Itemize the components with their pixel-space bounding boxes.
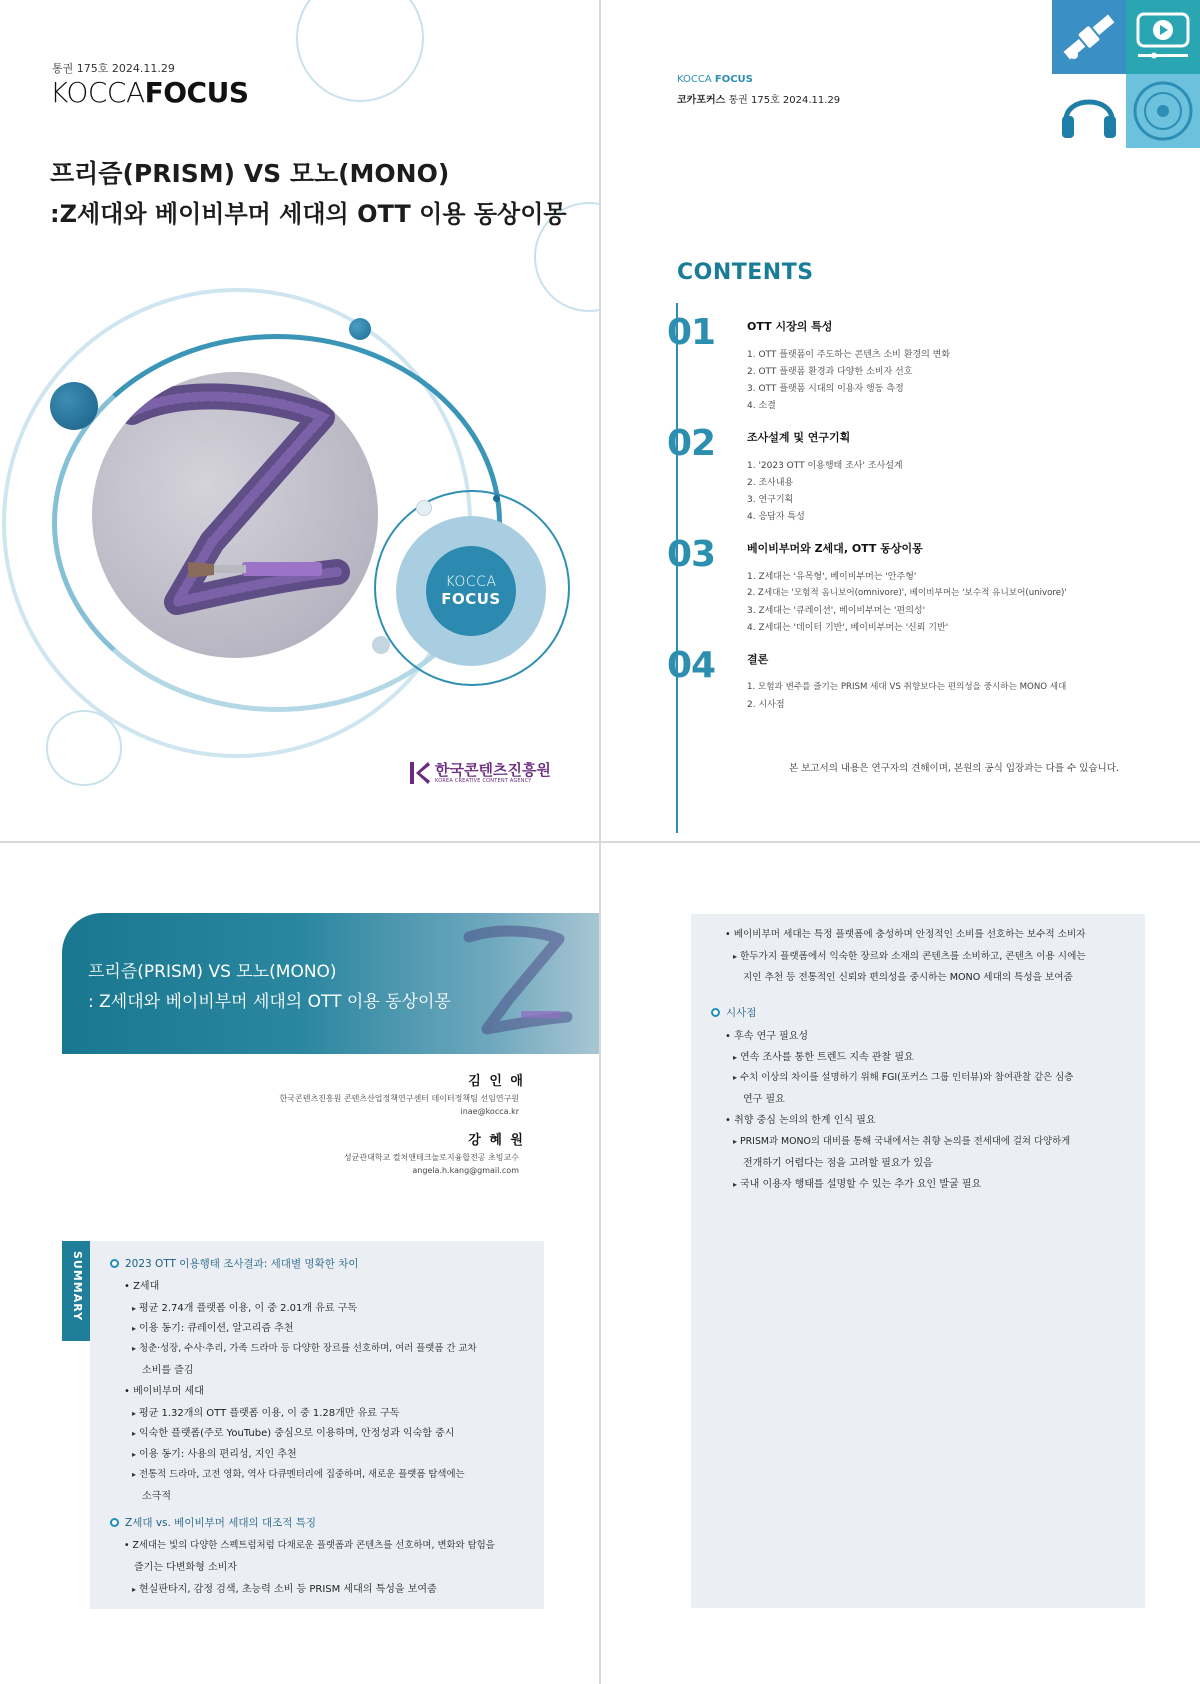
bullet-item: ▸ 전통적 드라마, 고전 영화, 역사 다큐멘터리에 집중하며, 새로운 플랫폼 탐색에는 [132,1466,465,1480]
bullet-item: ▸ 수치 이상의 차이를 설명하기 위해 FGI(포커스 그룹 인터뷰)와 참여관찰 같은 심층 [733,1069,1073,1083]
issue-info: 통권 175호 2024.11.29 [52,62,175,75]
bullet-z-gen: • Z세대 [124,1281,160,1292]
ring-bullet-icon [110,1259,119,1268]
org-name: 한국콘텐츠진흥원 [435,760,551,779]
kocca-focus-badge: KOCCA FOCUS [441,574,501,608]
section-number: 04 [667,645,716,686]
section-item: 1. 모험과 변주를 즐기는 PRISM 세대 VS 취향보다는 편의성을 중시하는 MONO 세대 [747,682,1067,692]
z-banner-illustration [449,919,579,1049]
bullet-prism-cont: 즐기는 다변화형 소비자 [134,1562,237,1573]
bullet-item: ▸ 연속 조사를 통한 트렌드 지속 관찰 필요 [733,1048,914,1063]
deco-circle-bottom-left [46,710,122,786]
bullet-item: ▸ 국내 이용자 행태를 설명할 수 있는 추가 요인 발굴 필요 [733,1175,981,1190]
section-item: 2. 조사내용 [747,478,794,488]
contents-title: CONTENTS [677,260,814,285]
section-item: 4. Z세대는 '데이터 기반', 베이비부머는 '신뢰 기반' [747,623,949,633]
cover-title-line2: :Z세대와 베이비부머 세대의 OTT 이용 동상이몽 [50,200,567,228]
author1-email: inae@kocca.kr [460,1107,519,1116]
section-title: 베이비부머와 Z세대, OTT 동상이몽 [747,542,923,555]
banner-title-line2: : Z세대와 베이비부머 세대의 OTT 이용 동상이몽 [88,992,451,1012]
bullet-boomer: • 베이비부머 세대 [124,1386,204,1397]
summary-continued-page [601,843,1200,1684]
disclaimer-note: 본 보고서의 내용은 연구자의 견해이며, 본원의 공식 입장과는 다를 수 있습니다. [789,763,1119,774]
section-title: OTT 시장의 특성 [747,320,833,333]
bullet-item: ▸ 한두가지 플랫폼에서 익숙한 장르와 소재의 콘텐츠를 소비하고, 콘텐츠 이용 시에는 [733,948,1086,962]
disc-icon [1126,74,1200,148]
author1-affiliation: 한국콘텐츠진흥원 콘텐츠산업정책연구센터 데이터정책팀 선임연구원 [279,1094,519,1103]
section-item: 3. OTT 플랫폼 시대의 이용자 행동 측정 [747,384,904,394]
bullet-item: ▸ 청춘·성장, 수사·추리, 가족 드라마 등 다양한 장르를 선호하며, 여러 플랫폼 간 교차 [132,1340,477,1354]
author1-name: 김 인 애 [468,1074,525,1089]
headphones-icon [1052,74,1126,148]
deco-dot-left [50,382,98,430]
summary-heading-3: 시사점 [711,1005,756,1020]
section-title: 결론 [747,653,769,666]
org-name-eng: KOREA CREATIVE CONTENT AGENCY [435,777,532,784]
summary-heading-2: Z세대 vs. 베이비부머 세대의 대조적 특징 [110,1515,316,1530]
issue-subheader: 코카포커스 통권 175호 2024.11.29 [677,95,841,106]
ring-bullet-icon [711,1008,720,1017]
bullet-follow: • 후속 연구 필요성 [725,1031,809,1042]
section-item: 1. Z세대는 '유목형', 베이비부머는 '안주형' [747,572,917,582]
bullet-item-cont: 전개하기 어렵다는 점을 고려할 필요가 있음 [743,1158,933,1169]
bullet-prism: • Z세대는 빛의 다양한 스펙트럼처럼 다채로운 플랫폼과 콘텐츠를 선호하며, 변화와 탐험을 [124,1540,495,1551]
kocca-focus-header: KOCCA FOCUS [677,74,753,85]
title-banner [62,913,599,1054]
summary-box-continued [691,914,1145,1608]
z-glitter-illustration [92,372,378,658]
bullet-item: ▸ 현실판타지, 감정 검색, 초능력 소비 등 PRISM 세대의 특성을 보여줌 [132,1580,437,1595]
summary-heading-1: 2023 OTT 이용행태 조사결과: 세대별 명확한 차이 [110,1256,358,1271]
section-item: 3. 연구기획 [747,495,794,505]
section-item: 2. Z세대는 '모험적 옴니보어(omnivore)', 베이비부머는 '보수적 유니보어(univore)' [747,588,1067,598]
bullet-item-cont: 소비를 즐김 [142,1365,194,1376]
bullet-item: ▸ 이용 동기: 큐레이션, 알고리즘 추천 [132,1319,294,1334]
bullet-item: ▸ 평균 2.74개 플랫폼 이용, 이 중 2.01개 유료 구독 [132,1299,357,1314]
section-item: 4. 소결 [747,401,776,411]
bullet-item-cont: 지인 추천 등 전통적인 신뢰와 편의성을 중시하는 MONO 세대의 특성을 보여줌 [743,972,1073,983]
section-item: 3. Z세대는 '큐레이션', 베이비부머는 '편의성' [747,606,926,616]
section-number: 03 [667,534,716,575]
bullet-limit: • 취향 중심 논의의 한계 인식 필요 [725,1115,876,1126]
satellite-icon [1052,0,1126,74]
section-number: 01 [667,312,716,353]
ring-bullet-icon [110,1518,119,1527]
organization-logo [410,762,551,784]
deco-circle-top [296,0,424,102]
icon-grid [1052,0,1200,148]
author2-affiliation: 성균관대학교 컬처앤테크놀로지융합전공 초빙교수 [343,1153,519,1162]
video-play-icon [1126,0,1200,74]
section-number: 02 [667,423,716,464]
summary-tab-label: SUMMARY [71,1251,84,1322]
deco-dot-small [349,318,371,340]
section-title: 조사설계 및 연구기획 [747,431,851,444]
badge-dot-bottom [372,636,390,654]
bullet-item: ▸ 평균 1.32개의 OTT 플랫폼 이용, 이 중 1.28개만 유료 구독 [132,1404,399,1419]
bullet-item-cont: 연구 필요 [743,1094,785,1105]
summary-page [0,843,599,1684]
section-item: 1. '2023 OTT 이용행태 조사' 조사설계 [747,461,903,471]
section-item: 2. OTT 플랫폼 환경과 다양한 소비자 선호 [747,367,913,377]
bullet-item: ▸ 이용 동기: 사용의 편리성, 지인 추천 [132,1445,297,1460]
section-item: 2. 시사점 [747,700,785,710]
author2-email: angela.h.kang@gmail.com [412,1166,519,1175]
bullet-item: ▸ PRISM과 MONO의 대비를 통해 국내에서는 취향 논의를 전세대에 걸쳐 다양하게 [733,1133,1070,1147]
kocca-mark-icon [410,762,430,784]
cover-title-line1: 프리즘(PRISM) VS 모노(MONO) [50,159,450,188]
bullet-mono: • 베이비부머 세대는 특정 플랫폼에 충성하며 안정적인 소비를 선호하는 보수적 소비자 [725,929,1086,940]
author2-name: 강 혜 원 [468,1133,525,1148]
section-item: 1. OTT 플랫폼이 주도하는 콘텐츠 소비 환경의 변화 [747,350,951,360]
badge-dot-top [416,500,432,516]
ring-dot [493,495,500,502]
section-item: 4. 응답자 특성 [747,512,805,522]
kocca-focus-logo: KOCCAFOCUS [50,76,249,109]
bullet-item-cont: 소극적 [142,1491,171,1502]
bullet-item: ▸ 익숙한 플랫폼(주로 YouTube) 중심으로 이용하며, 안정성과 익숙함 중시 [132,1424,454,1439]
banner-title-line1: 프리즘(PRISM) VS 모노(MONO) [88,962,337,982]
cover-page [0,0,599,841]
contents-page [601,0,1200,841]
